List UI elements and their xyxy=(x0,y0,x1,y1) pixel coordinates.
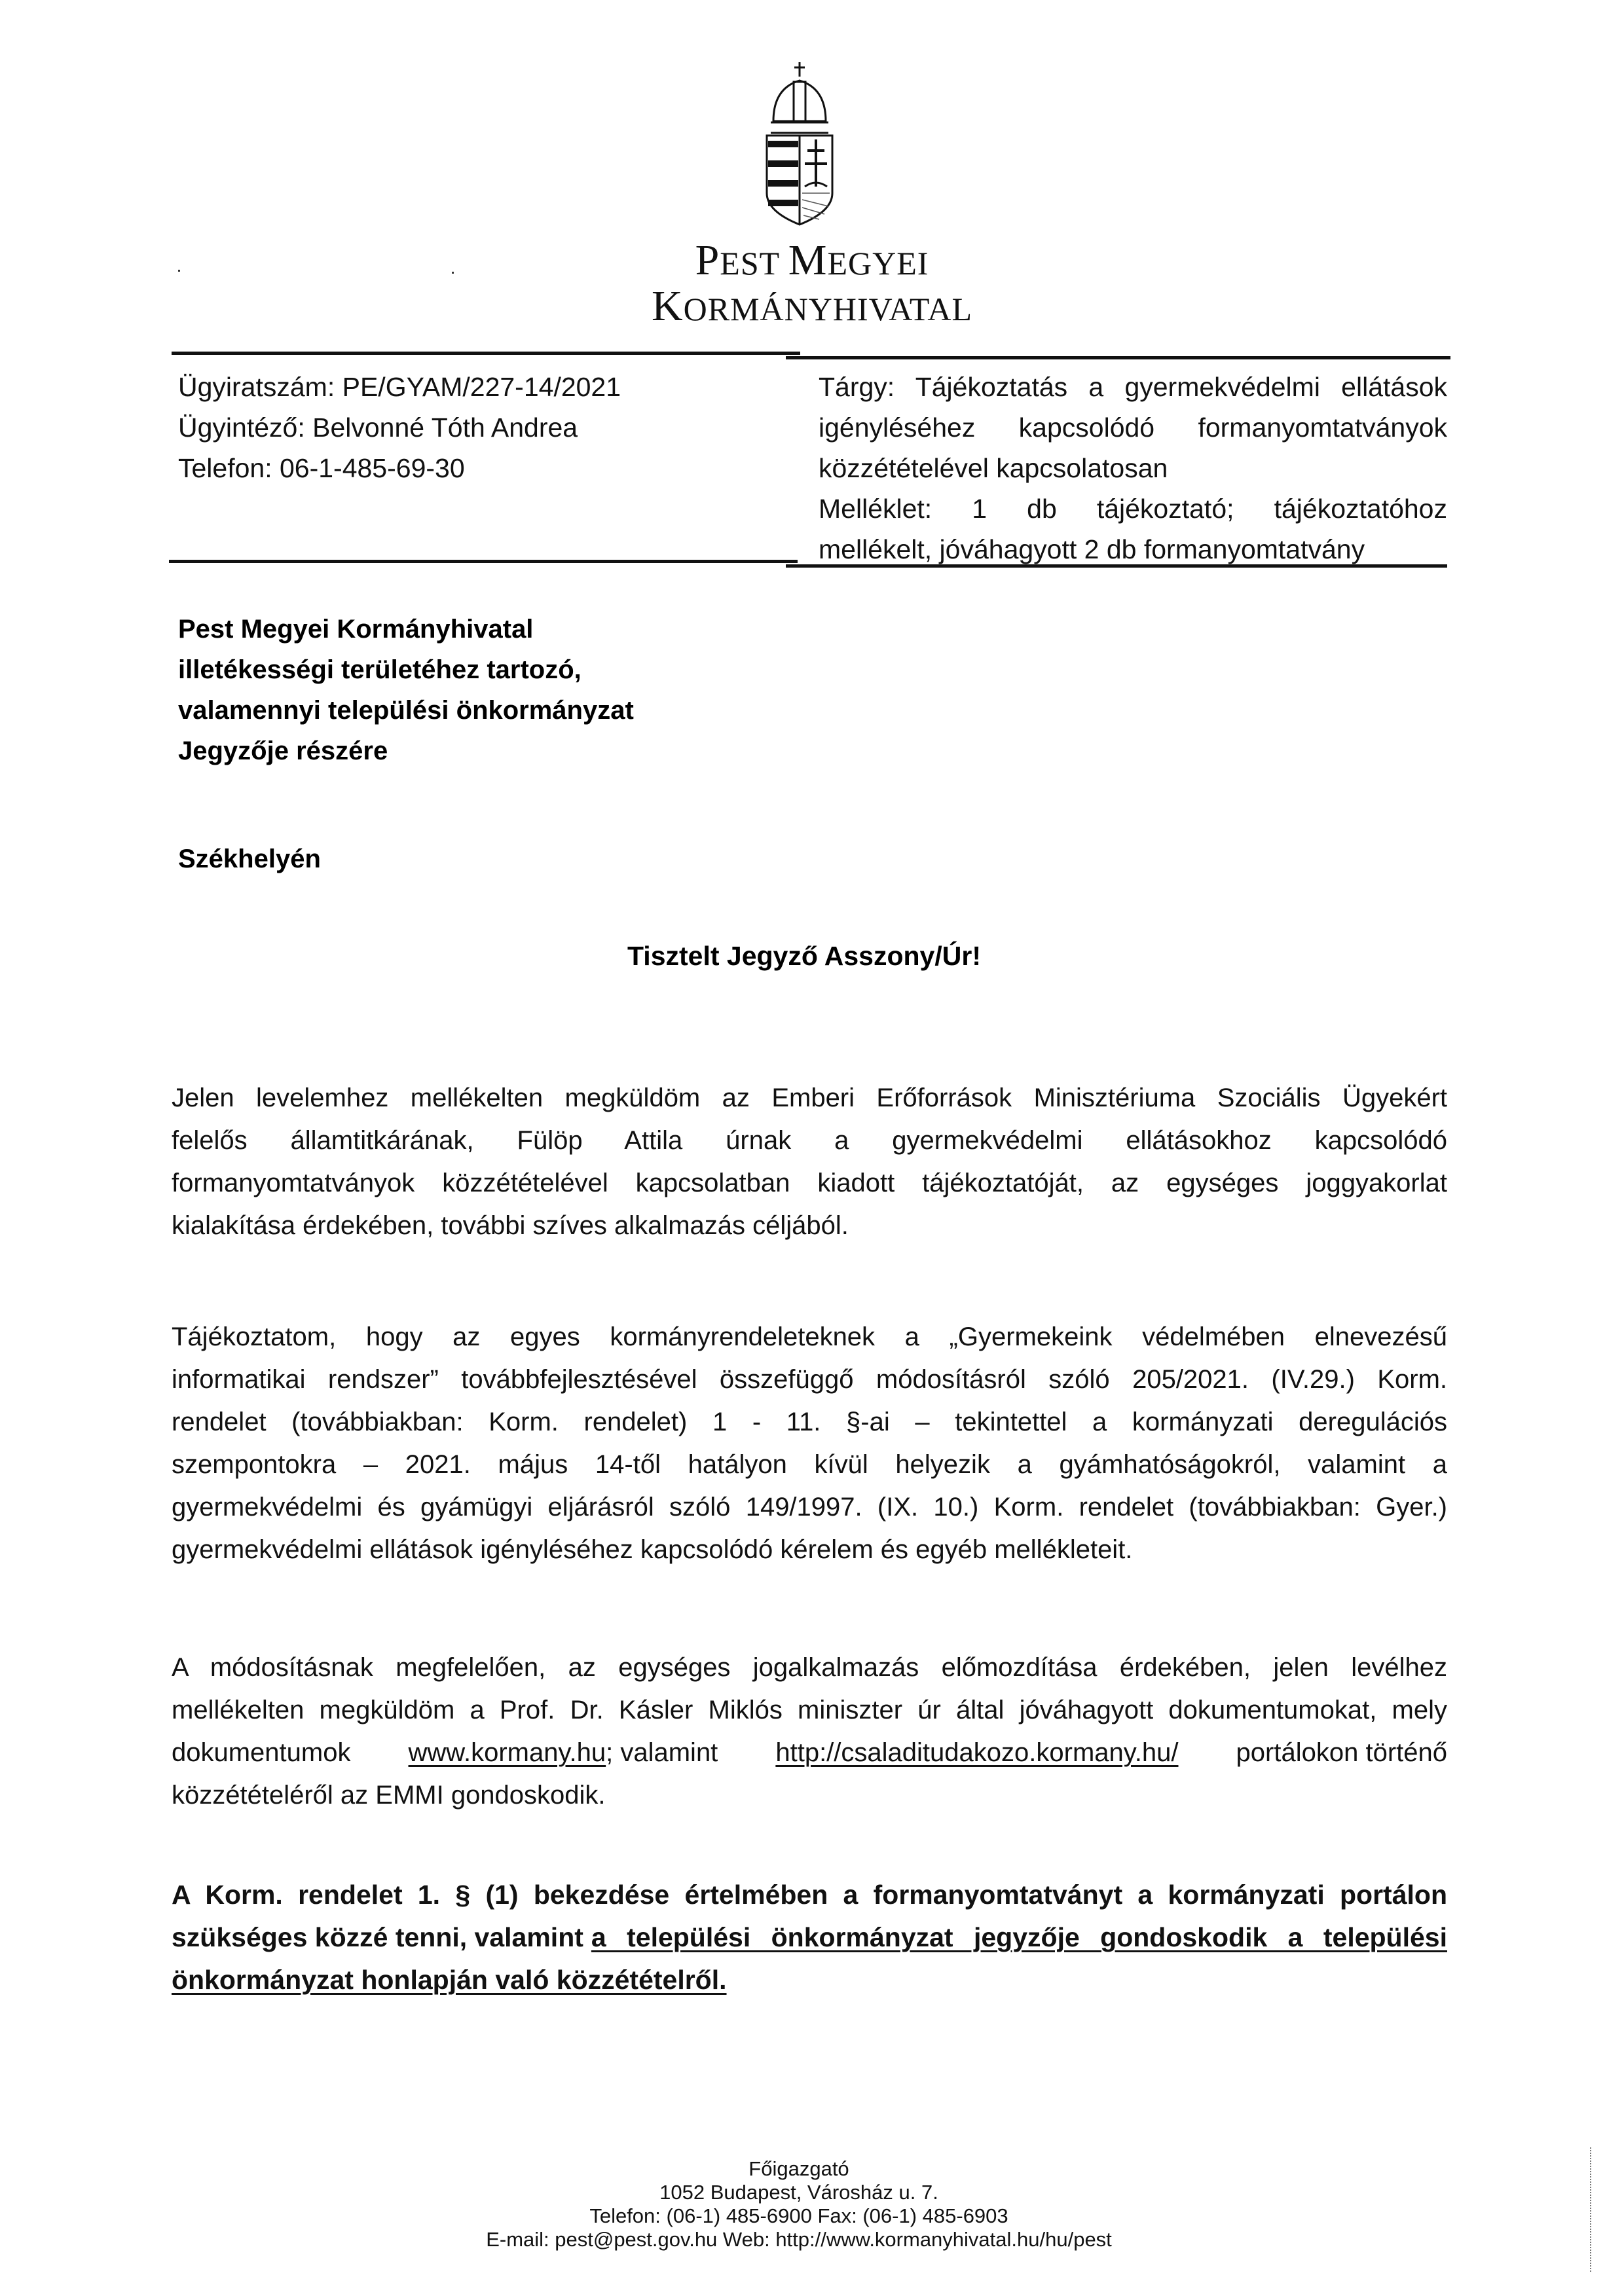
paragraph-line: kialakítása érdekében, további szíves alkalmazás céljából. xyxy=(172,1211,849,1240)
scan-speck xyxy=(178,270,180,272)
org-initial: P xyxy=(695,236,720,284)
org-word: ORMÁNYHIVATAL xyxy=(683,291,973,327)
addressee-line: Jegyzője részére xyxy=(178,737,388,765)
officer-phone: Telefon: 06-1-485-69-30 xyxy=(178,453,465,483)
addressee-seat: Székhelyén xyxy=(178,845,321,873)
salutation: Tisztelt Jegyző Asszony/Úr! xyxy=(627,941,981,971)
divider-top xyxy=(172,352,800,355)
paragraph-line: A módosításnak megfelelően, az egységes jogalkalmazás előmozdítása érdekében, jelen levélhez xyxy=(172,1653,1447,1682)
addressee-line: illetékességi területéhez tartozó, xyxy=(178,655,581,684)
case-officer: Ügyintéző: Belvonné Tóth Andrea xyxy=(178,412,578,443)
divider-top xyxy=(786,356,1450,359)
paragraph-text: dokumentumok xyxy=(172,1738,351,1767)
coat-of-arms-icon xyxy=(764,62,835,226)
paragraph-line: gyermekvédelmi ellátások igényléséhez kapcsolódó kérelem és egyéb mellékleteit. xyxy=(172,1535,1133,1564)
paragraph-line xyxy=(172,1959,1447,2001)
org-word: EGYEI xyxy=(827,245,929,282)
underlined-text: önkormányzat honlapján való közzétételről. xyxy=(172,1965,727,1995)
body-paragraph-2 xyxy=(172,1316,1447,1571)
letter-footer xyxy=(419,2157,1179,2251)
addressee-line: Pest Megyei Kormányhivatal xyxy=(178,615,534,644)
org-initial: M xyxy=(788,236,828,284)
paragraph-text: szükséges közzé tenni, valamint xyxy=(172,1922,583,1952)
paragraph-line: rendelet (továbbiakban: Korm. rendelet) 1 - 11. §-ai – tekintettel a kormányzati deregulációs xyxy=(172,1408,1447,1436)
paragraph-text: ; valamint xyxy=(606,1738,718,1767)
org-word: EST xyxy=(720,245,788,282)
attachment-line: mellékelt, jóváhagyott 2 db formanyomtatvány xyxy=(819,534,1365,564)
subject-line: igényléséhez kapcsolódó formanyomtatványok xyxy=(819,412,1447,443)
footer-address: 1052 Budapest, Városház u. 7. xyxy=(659,2181,938,2204)
addressee-line: valamennyi települési önkormányzat xyxy=(178,696,634,725)
paragraph-text: portálokon történő xyxy=(1236,1738,1447,1767)
case-number: Ügyiratszám: PE/GYAM/227-14/2021 xyxy=(178,372,621,402)
org-name-line2 xyxy=(589,282,1035,331)
subject-block xyxy=(819,367,1447,570)
divider-bottom xyxy=(169,560,798,563)
body-paragraph-3 xyxy=(172,1647,1447,1817)
paragraph-line-links xyxy=(172,1732,1447,1774)
subject-line: Tárgy: Tájékoztatás a gyermekvédelmi ellátások xyxy=(819,372,1447,402)
org-initial: K xyxy=(651,282,684,330)
subject-line: közzétételével kapcsolatosan xyxy=(819,453,1168,483)
paragraph-line: közzétételéről az EMMI gondoskodik. xyxy=(172,1781,606,1810)
csaladitudakozo-link[interactable]: http://csaladitudakozo.kormany.hu/ xyxy=(775,1738,1179,1767)
divider-bottom xyxy=(786,564,1447,568)
paragraph-line xyxy=(172,1916,1447,1959)
scan-edge-marks xyxy=(1590,2147,1593,2272)
paragraph-line: felelős államtitkárának, Fülöp Attila úrnak a gyermekvédelmi ellátásokhoz kapcsolódó xyxy=(172,1126,1447,1155)
paragraph-line: Tájékoztatom, hogy az egyes kormányrendeleteknek a „Gyermekeink védelmében elnevezésű xyxy=(172,1322,1447,1351)
attachment-line: Melléklet: 1 db tájékoztató; tájékoztatóhoz xyxy=(819,494,1447,524)
body-paragraph-4-emphasis xyxy=(172,1874,1447,2001)
paragraph-line: Jelen levelemhez mellékelten megküldöm az Emberi Erőforrások Minisztériuma Szociális Ügyekért xyxy=(172,1084,1447,1112)
footer-email-web: E-mail: pest@pest.gov.hu Web: http://www.kormanyhivatal.hu/hu/pest xyxy=(486,2228,1112,2251)
paragraph-line: gyermekvédelmi és gyámügyi eljárásról szóló 149/1997. (IX. 10.) Korm. rendelet (továbbiakban: Gyer.) xyxy=(172,1493,1447,1522)
body-paragraph-1 xyxy=(172,1077,1447,1247)
paragraph-line: A Korm. rendelet 1. § (1) bekezdése értelmében a formanyomtatványt a kormányzati portálon xyxy=(172,1880,1447,1910)
footer-phone-fax: Telefon: (06-1) 485-6900 Fax: (06-1) 485-6903 xyxy=(589,2204,1008,2227)
underlined-text: a települési önkormányzat jegyzője gondoskodik a települési xyxy=(591,1922,1447,1952)
footer-title: Főigazgató xyxy=(748,2157,849,2180)
paragraph-line: informatikai rendszer” továbbfejlesztésével összefüggő módosításról szóló 205/2021. (IV.29.) Korm. xyxy=(172,1365,1447,1394)
reference-details xyxy=(178,367,767,488)
addressee xyxy=(178,609,634,771)
scan-speck xyxy=(452,272,454,274)
org-name-line1 xyxy=(589,236,1035,285)
kormany-link[interactable]: www.kormany.hu xyxy=(408,1738,606,1767)
paragraph-line: mellékelten megküldöm a Prof. Dr. Kásler Miklós miniszter úr által jóváhagyott dokumentumokat, mely xyxy=(172,1696,1447,1724)
paragraph-line: formanyomtatványok közzétételével kapcsolatban kiadott tájékoztatóját, az egységes joggyakorlat xyxy=(172,1169,1447,1197)
paragraph-line: szempontokra – 2021. május 14-től hatályon kívül helyezik a gyámhatóságokról, valamint a xyxy=(172,1450,1447,1479)
